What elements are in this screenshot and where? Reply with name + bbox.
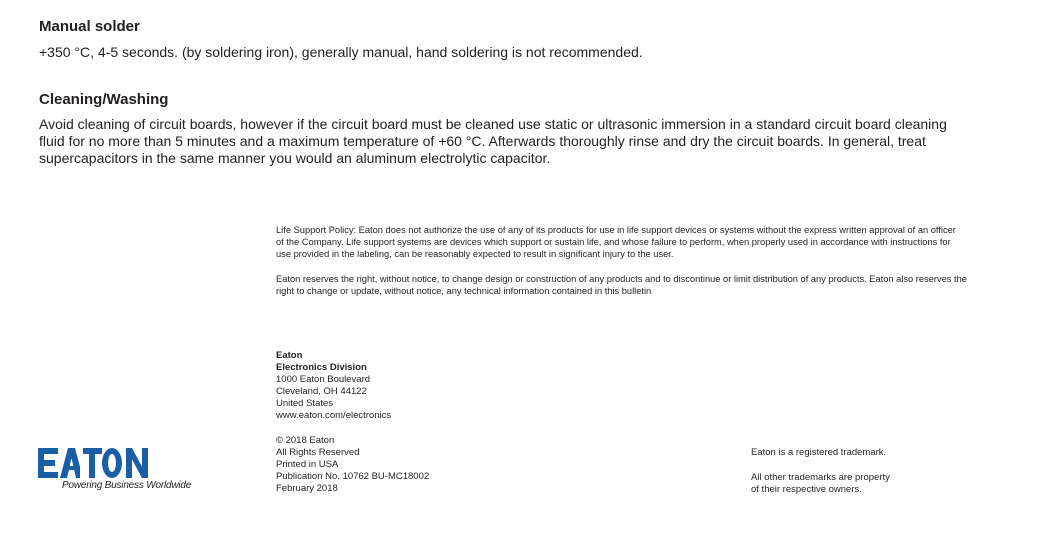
- manual-solder-heading: Manual solder: [39, 18, 140, 35]
- country: United States: [276, 398, 334, 409]
- website: www.eaton.com/electronics: [276, 410, 392, 421]
- other-trademarks-line-1: All other trademarks are property: [751, 472, 890, 483]
- cleaning-body: Avoid cleaning of circuit boards, however if the circuit board must be cleaned use static or ultrasonic immersion in a standard circuit board cleaning fluid for no more than 5 minutes and a maximum temperature of +60 °C. Afterwards thoroughly rinse and dry the circuit boards. In general, treat supercapacitors in the same manner you would an aluminum electrolytic capacitor.: [39, 116, 947, 166]
- manual-solder-body: +350 °C, 4-5 seconds. (by soldering iron), generally manual, hand soldering is not recommended.: [39, 44, 643, 60]
- copyright-block: [276, 435, 429, 495]
- copyright-line: © 2018 Eaton: [276, 435, 335, 446]
- eaton-logo: [38, 448, 198, 491]
- publication-date: February 2018: [276, 483, 338, 494]
- street-address: 1000 Eaton Boulevard: [276, 374, 371, 385]
- cleaning-section: [39, 91, 979, 167]
- rights-line: All Rights Reserved: [276, 447, 360, 458]
- eaton-logo-mark: [38, 448, 150, 478]
- publication-number: Publication No. 10762 BU-MC18002: [276, 471, 430, 482]
- division-name: Electronics Division: [276, 362, 367, 373]
- reserve-notice: Eaton reserves the right, without notice, to change design or construction of any products and to discontinue or limit distribution of any products. Eaton also reserves the right to change or update, without notice, any technical information contained in this bulletin: [276, 274, 967, 296]
- city-address: Cleveland, OH 44122: [276, 386, 367, 397]
- life-support-policy: Life Support Policy: Eaton does not authorize the use of any of its products for use in life support devices or systems without the express written approval of an officer of the Company. Life support systems are devices which support or sustain life, and whose failure to perform, when properly used in accordance with instructions for use provided in the labeling, can be reasonably expected to result in significant injury to the user.: [276, 225, 956, 259]
- cleaning-heading: Cleaning/Washing: [39, 91, 169, 108]
- company-name: Eaton: [276, 350, 303, 361]
- registered-trademark-note: Eaton is a registered trademark.: [751, 447, 887, 458]
- manual-solder-section: [39, 18, 979, 61]
- other-trademarks-note: [751, 472, 890, 496]
- company-address: [276, 350, 391, 422]
- printed-line: Printed in USA: [276, 459, 339, 470]
- other-trademarks-line-2: of their respective owners.: [751, 484, 862, 495]
- logo-tagline: Powering Business Worldwide: [62, 480, 192, 491]
